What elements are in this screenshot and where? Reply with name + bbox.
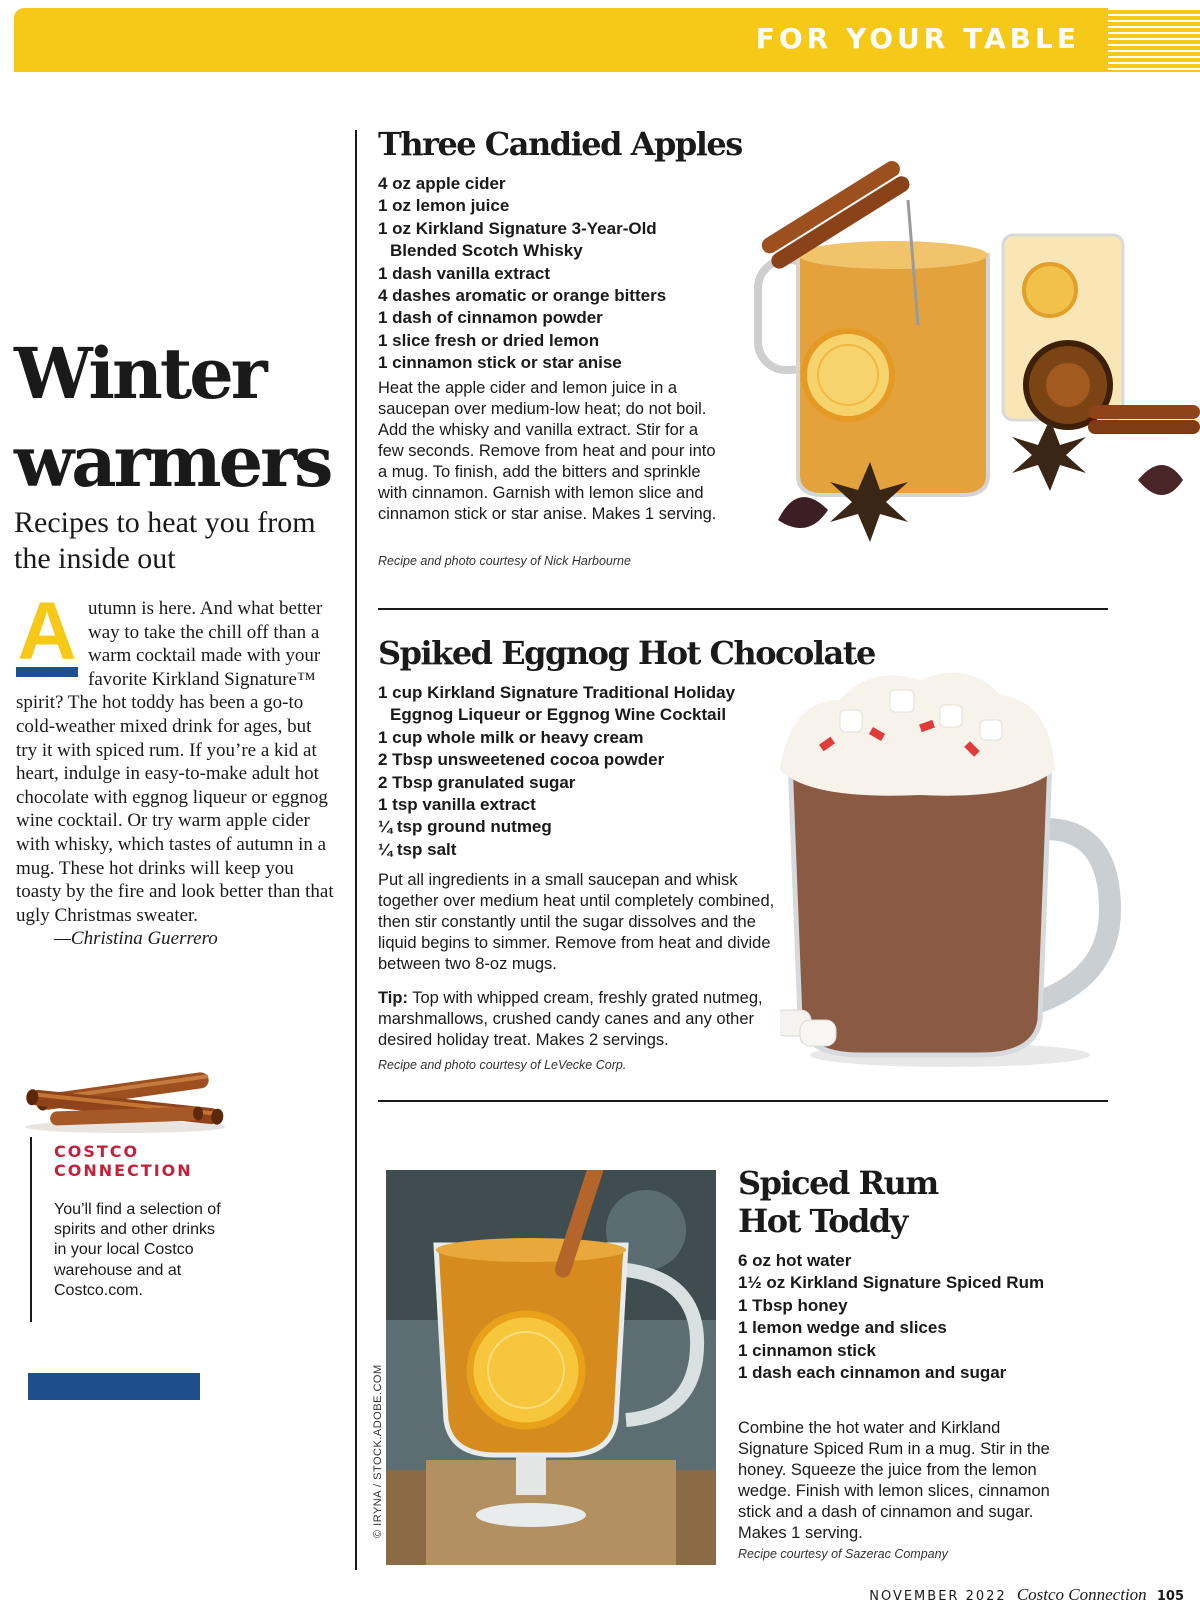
ingredient-item: 1 Tbsp honey bbox=[738, 1295, 848, 1315]
ingredient-list bbox=[378, 173, 728, 375]
drop-cap: A bbox=[17, 586, 77, 677]
headline-line-1: Winter bbox=[14, 332, 265, 415]
ingredient-item: 4 oz apple cider bbox=[378, 174, 506, 193]
header-stripes bbox=[1108, 8, 1200, 72]
eggnog-hot-chocolate-image bbox=[780, 660, 1140, 1075]
page-number: 105 bbox=[1156, 1589, 1184, 1604]
intro-paragraph bbox=[16, 586, 334, 951]
ingredient-list bbox=[738, 1250, 1058, 1384]
ingredient-item: ¼ tsp salt bbox=[378, 839, 457, 859]
column-rule bbox=[355, 130, 357, 1570]
issue-date: NOVEMBER 2022 bbox=[869, 1589, 1007, 1604]
headline-line-2: warmers bbox=[14, 420, 331, 503]
photo-credit: © IRYNA / STOCK.ADOBE.COM bbox=[372, 1364, 384, 1538]
ingredient-item: 1 lemon wedge and slices bbox=[738, 1318, 947, 1338]
section-divider bbox=[378, 608, 1108, 610]
tip-text: Top with whipped cream, freshly grated nutmeg, marshmallows, crushed candy canes and any other desired holiday treat. Makes 2 servings. bbox=[378, 989, 763, 1049]
hot-toddy-drink-image bbox=[386, 1170, 716, 1565]
ingredient-item: 1 cup Kirkland Signature Traditional Holiday Eggnog Liqueur or Eggnog Wine Cocktail bbox=[378, 683, 736, 725]
recipe-title bbox=[738, 1164, 1038, 1240]
recipe-title-line-2: Hot Toddy bbox=[738, 1202, 907, 1240]
cinnamon-sticks-image bbox=[20, 1055, 230, 1135]
ingredient-item: 2 Tbsp unsweetened cocoa powder bbox=[378, 750, 665, 770]
recipe-method: Combine the hot water and Kirkland Signature Spiced Rum in a mug. Stir in the honey. Squeeze the juice from the lemon wedge. Finish with lemon slices, cinnamon stick and a dash of cinnamon and sugar. Makes 1 serving. bbox=[738, 1419, 1050, 1542]
page-footer bbox=[869, 1585, 1184, 1605]
ingredient-item: 1 cup whole milk or heavy cream bbox=[378, 727, 644, 747]
ingredient-item: 4 dashes aromatic or orange bitters bbox=[378, 286, 667, 306]
ingredient-item: 6 oz hot water bbox=[738, 1251, 852, 1270]
recipe-title: Three Candied Apples bbox=[378, 125, 742, 163]
ingredient-item: 1 cinnamon stick or star anise bbox=[378, 353, 622, 373]
section-title: FOR YOUR TABLE bbox=[755, 22, 1080, 55]
recipe-credit: Recipe and photo courtesy of LeVecke Corp. bbox=[378, 1058, 627, 1072]
ingredient-item: ¼ tsp ground nutmeg bbox=[378, 817, 552, 837]
deck: Recipes to heat you from the inside out bbox=[14, 506, 316, 575]
callout-text: You’ll find a selection of spirits and other drinks in your local Costco warehouse and at Costco.com. bbox=[54, 1201, 221, 1299]
ingredient-item: 2 Tbsp granulated sugar bbox=[378, 772, 576, 792]
callout-rule bbox=[30, 1137, 32, 1322]
ingredient-item: 1 slice fresh or dried lemon bbox=[378, 330, 600, 350]
recipe-title-line-1: Spiced Rum bbox=[738, 1164, 938, 1202]
recipe-credit: Recipe courtesy of Sazerac Company bbox=[738, 1547, 948, 1561]
ingredient-list bbox=[378, 682, 798, 861]
intro-text: utumn is here. And what better way to take the chill off than a warm cocktail made with your favorite Kirkland Signature™ spirit? The hot toddy has been a go-to cold-weather mixed drink for ages, but try it with spiced rum. If you’re a kid at heart, indulge in easy-to-make adult hot chocolate with eggnog liqueur or eggnog wine cocktail. Or try warm apple cider with whisky, which tastes of autumn in a mug. These hot drinks will keep you toasty by the fire and look better than that ugly Christmas sweater. bbox=[16, 598, 334, 926]
tip-label: Tip: bbox=[378, 989, 408, 1007]
magazine-name: Costco Connection bbox=[1016, 1585, 1147, 1604]
ingredient-item: 1 dash vanilla extract bbox=[378, 263, 550, 283]
recipe-title: Spiked Eggnog Hot Chocolate bbox=[378, 634, 875, 672]
ingredient-item: 1 oz lemon juice bbox=[378, 196, 510, 216]
callout-bar bbox=[28, 1373, 200, 1400]
recipe-tip bbox=[378, 988, 798, 1051]
ingredient-item: 1 oz Kirkland Signature 3-Year-Old Blended Scotch Whisky bbox=[378, 218, 657, 261]
recipe-method: Heat the apple cider and lemon juice in a saucepan over medium-low heat; do not boil. Add the whisky and vanilla extract. Stir for a few seconds. Remove from heat and pour into a mug. To finish, add the bitters and sprinkle with cinnamon. Garnish with lemon slice and cinnamon stick or star anise. Makes 1 serving. bbox=[378, 379, 717, 523]
ingredient-item: 1 cinnamon stick bbox=[738, 1340, 876, 1360]
callout-heading: COSTCO CONNECTION bbox=[54, 1142, 193, 1180]
recipe-method: Put all ingredients in a small saucepan and whisk together over medium heat until completely combined, then stir constantly until the sugar dissolves and the liquid begins to simmer. Remove from heat and divide between two 8-oz mugs. bbox=[378, 871, 775, 973]
ingredient-item: 1 dash of cinnamon powder bbox=[378, 308, 603, 328]
recipe-credit: Recipe and photo courtesy of Nick Harbourne bbox=[378, 554, 631, 568]
section-divider bbox=[378, 1100, 1108, 1102]
ingredient-item: 1 dash each cinnamon and sugar bbox=[738, 1363, 1007, 1383]
ingredient-item: 1½ oz Kirkland Signature Spiced Rum bbox=[738, 1273, 1045, 1293]
byline: —Christina Guerrero bbox=[54, 928, 218, 950]
apple-cider-drink-image bbox=[738, 120, 1200, 565]
headline bbox=[14, 330, 344, 506]
ingredient-item: 1 tsp vanilla extract bbox=[378, 795, 536, 815]
